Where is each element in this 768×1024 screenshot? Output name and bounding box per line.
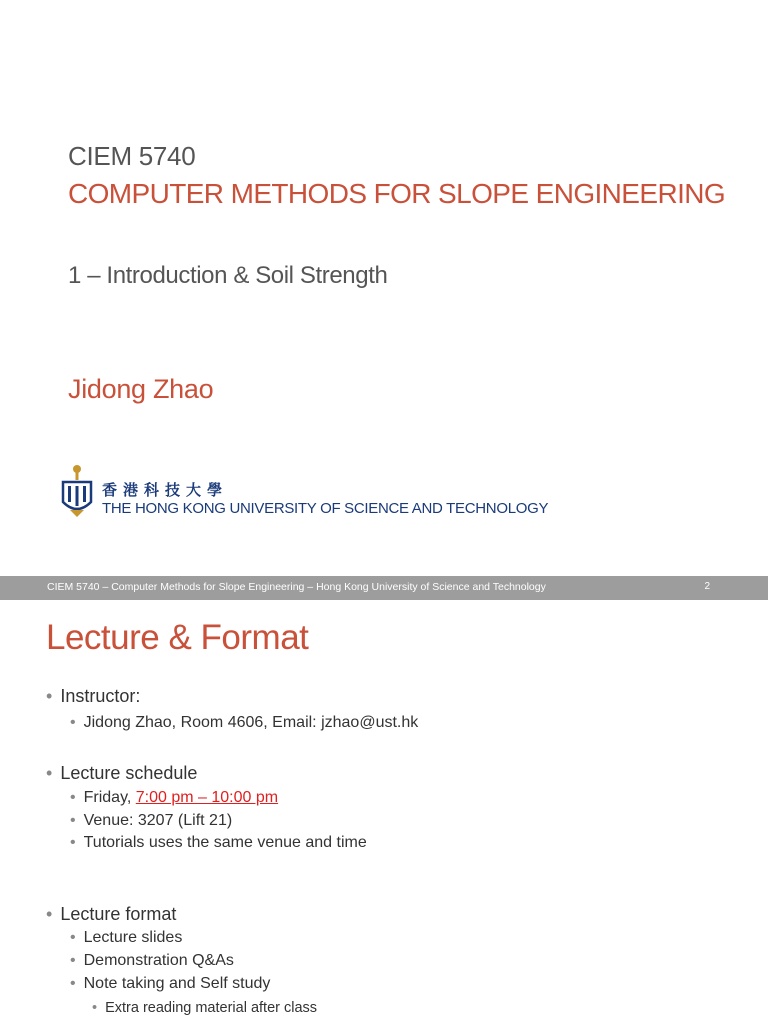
bullet-icon: • [92, 1000, 98, 1016]
bullet-format-item [70, 975, 270, 993]
bullet-text: Extra reading material after class [105, 1000, 318, 1016]
footer-text: CIEM 5740 – Computer Methods for Slope Engineering – Hong Kong University of Science and Technology [47, 581, 546, 593]
course-title: COMPUTER METHODS FOR SLOPE ENGINEERING [68, 178, 726, 209]
bullet-format-subitem [92, 1000, 317, 1016]
bullet-instructor [46, 686, 140, 707]
hkust-emblem-icon [60, 464, 94, 518]
bullet-schedule-tutorials [70, 834, 367, 852]
bullet-icon: • [70, 714, 76, 731]
bullet-text: Tutorials uses the same venue and time [83, 834, 367, 851]
bullet-format-item [70, 929, 182, 947]
bullet-format [46, 904, 176, 925]
lecture-subtitle: 1 – Introduction & Soil Strength [68, 262, 388, 289]
schedule-time-link[interactable]: 7:00 pm – 10:00 pm [135, 789, 279, 806]
bullet-text: Note taking and Self study [83, 975, 271, 992]
content-slide [0, 600, 768, 1024]
bullet-text: Friday, [83, 789, 136, 806]
bullet-format-item [70, 952, 234, 970]
bullet-schedule [46, 763, 197, 784]
bullet-schedule-venue [70, 812, 232, 830]
bullet-label: Lecture schedule [60, 763, 198, 783]
bullet-instructor-detail [70, 714, 418, 732]
bullet-icon: • [70, 929, 76, 946]
bullet-icon: • [46, 686, 53, 706]
course-code: CIEM 5740 [68, 141, 196, 171]
bullet-icon: • [70, 834, 76, 851]
logo-chinese-name: 香港科技大學 [102, 481, 229, 499]
bullet-icon: • [46, 763, 53, 783]
university-logo [60, 464, 580, 520]
slide-title: Lecture & Format [46, 618, 309, 657]
bullet-icon: • [46, 904, 53, 924]
bullet-text: Demonstration Q&As [83, 952, 234, 969]
bullet-schedule-day [70, 789, 278, 807]
slide-footer [0, 576, 768, 600]
bullet-label: Lecture format [60, 904, 177, 924]
bullet-icon: • [70, 789, 76, 806]
page-number: 2 [704, 581, 710, 592]
bullet-icon: • [70, 975, 76, 992]
logo-english-name: THE HONG KONG UNIVERSITY OF SCIENCE AND TECHNOLOGY [102, 500, 549, 517]
author-name: Jidong Zhao [68, 374, 214, 404]
bullet-icon: • [70, 952, 76, 969]
bullet-text: Jidong Zhao, Room 4606, Email: jzhao@ust.hk [83, 714, 419, 731]
bullet-icon: • [70, 812, 76, 829]
bullet-label: Instructor: [60, 686, 141, 706]
bullet-text: Lecture slides [83, 929, 183, 946]
bullet-text: Venue: 3207 (Lift 21) [83, 812, 233, 829]
